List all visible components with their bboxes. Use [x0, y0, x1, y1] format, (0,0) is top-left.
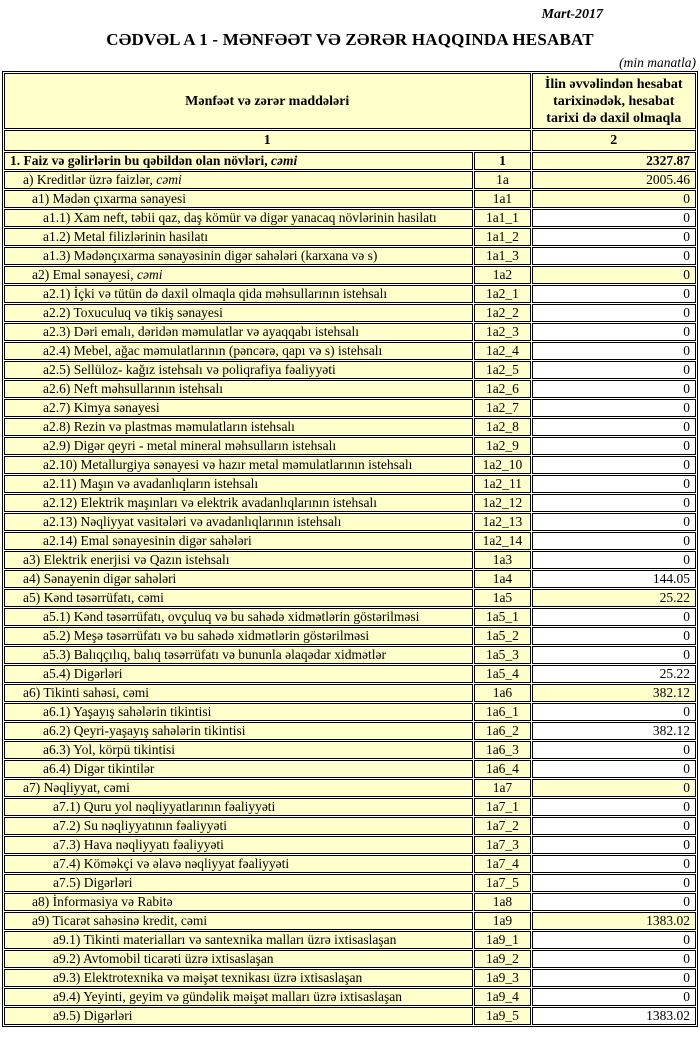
row-label: a6.3) Yol, körpü tikintisi — [4, 741, 473, 759]
table-row — [4, 912, 696, 930]
table-row — [4, 247, 696, 265]
row-code: 1a5 — [474, 589, 530, 607]
row-code: 1a5_4 — [474, 665, 530, 683]
row-code: 1a5_1 — [474, 608, 530, 626]
row-label: a2.14) Emal sənayesinin digər sahələri — [4, 532, 473, 550]
row-label: a6.1) Yaşayış sahələrin tikintisi — [4, 703, 473, 721]
row-value: 0 — [532, 969, 696, 987]
row-value: 0 — [532, 475, 696, 493]
row-value: 0 — [532, 608, 696, 626]
row-value: 0 — [532, 209, 696, 227]
row-value: 0 — [532, 513, 696, 531]
row-label: a9.2) Avtomobil ticarəti üzrə ixtisaslaşan — [4, 950, 473, 968]
row-value: 2327.87 — [532, 152, 696, 170]
row-value: 0 — [532, 247, 696, 265]
table-row — [4, 627, 696, 645]
row-code: 1a2_4 — [474, 342, 530, 360]
page-title: CƏDVƏL A 1 - MƏNFƏƏT VƏ ZƏRƏR HAQQINDA HESABAT — [106, 30, 594, 49]
row-label: a2.4) Mebel, ağac məmulatlarının (pəncərə, qapı və s) istehsalı — [4, 342, 473, 360]
table-row — [4, 722, 696, 740]
table-row — [4, 361, 696, 379]
table-row — [4, 342, 696, 360]
report-period: Mart-2017 — [541, 7, 603, 22]
row-code: 1a7_1 — [474, 798, 530, 816]
table-row — [4, 266, 696, 284]
row-value: 0 — [532, 399, 696, 417]
table-row — [4, 380, 696, 398]
row-label: a5) Kənd təsərrüfatı, cəmi — [4, 589, 473, 607]
table-row — [4, 399, 696, 417]
row-value: 0 — [532, 494, 696, 512]
table-row — [4, 855, 696, 873]
row-code: 1a2_9 — [474, 437, 530, 455]
row-label: a5.4) Digərləri — [4, 665, 473, 683]
profit-loss-table — [2, 71, 698, 1027]
row-code: 1a9 — [474, 912, 530, 930]
table-row — [4, 418, 696, 436]
row-code: 1a2_2 — [474, 304, 530, 322]
row-code: 1a6_2 — [474, 722, 530, 740]
table-header-row — [4, 73, 696, 129]
row-code: 1a2 — [474, 266, 530, 284]
table-row — [4, 437, 696, 455]
table-row — [4, 760, 696, 778]
row-label: a2.3) Dəri emalı, dəridən məmulatlar və ayaqqabı istehsalı — [4, 323, 473, 341]
table-row — [4, 950, 696, 968]
row-value: 0 — [532, 304, 696, 322]
unit-note: (min manatla) — [619, 55, 696, 70]
table-row — [4, 969, 696, 987]
table-row — [4, 190, 696, 208]
row-label: a7.5) Digərləri — [4, 874, 473, 892]
table-row — [4, 304, 696, 322]
row-code: 1a7 — [474, 779, 530, 797]
row-label: a9.1) Tikinti materialları və santexnika malları üzrə ixtisaslaşan — [4, 931, 473, 949]
row-value: 25.22 — [532, 665, 696, 683]
row-label: a5.2) Meşə təsərrüfatı və bu sahədə xidmətlərin göstərilməsi — [4, 627, 473, 645]
value-column-number: 2 — [532, 130, 696, 151]
value-column-header: İlin əvvəlindən hesabat tarixinədək, hesabat tarixi də daxil olmaqla — [532, 73, 696, 129]
row-code: 1a3 — [474, 551, 530, 569]
row-value: 1383.02 — [532, 912, 696, 930]
row-value: 0 — [532, 437, 696, 455]
row-value: 0 — [532, 418, 696, 436]
row-label: a7.4) Köməkçi və əlavə nəqliyyat fəaliyyəti — [4, 855, 473, 873]
row-code: 1a2_1 — [474, 285, 530, 303]
row-code: 1a7_5 — [474, 874, 530, 892]
table-row — [4, 323, 696, 341]
row-code: 1 — [474, 152, 530, 170]
row-label: a2.8) Rezin və plastmas məmulatların istehsalı — [4, 418, 473, 436]
table-row — [4, 988, 696, 1006]
table-row — [4, 570, 696, 588]
table-row — [4, 551, 696, 569]
table-row — [4, 513, 696, 531]
table-row — [4, 589, 696, 607]
row-label: a7) Nəqliyyat, cəmi — [4, 779, 473, 797]
row-code: 1a2_6 — [474, 380, 530, 398]
row-code: 1a2_8 — [474, 418, 530, 436]
row-value: 382.12 — [532, 722, 696, 740]
row-code: 1a1_2 — [474, 228, 530, 246]
row-value: 0 — [532, 266, 696, 284]
table-row — [4, 874, 696, 892]
table-row — [4, 494, 696, 512]
row-code: 1a2_10 — [474, 456, 530, 474]
table-row — [4, 532, 696, 550]
row-code: 1a9_5 — [474, 1007, 530, 1025]
row-label: a6.4) Digər tikintilər — [4, 760, 473, 778]
row-value: 0 — [532, 627, 696, 645]
row-code: 1a6_4 — [474, 760, 530, 778]
row-label: a1.1) Xam neft, təbii qaz, daş kömür və digər yanacaq növlərinin hasilatı — [4, 209, 473, 227]
row-value: 0 — [532, 532, 696, 550]
row-code: 1a2_3 — [474, 323, 530, 341]
row-label: a2.12) Elektrik maşınları və elektrik avadanlıqlarının istehsalı — [4, 494, 473, 512]
row-value: 0 — [532, 646, 696, 664]
table-row — [4, 741, 696, 759]
row-value: 0 — [532, 817, 696, 835]
row-value: 0 — [532, 456, 696, 474]
row-code: 1a9_4 — [474, 988, 530, 1006]
row-value: 0 — [532, 874, 696, 892]
table-row — [4, 608, 696, 626]
row-label: a1) Mədən çıxarma sənayesi — [4, 190, 473, 208]
row-label: a2.10) Metallurgiya sənayesi və hazır metal məmulatlarının istehsalı — [4, 456, 473, 474]
row-label: a1.3) Mədənçıxarma sənayəsinin digər sahələri (karxana və s) — [4, 247, 473, 265]
row-label: a6) Tikinti sahəsi, cəmi — [4, 684, 473, 702]
row-value: 0 — [532, 190, 696, 208]
row-value: 0 — [532, 988, 696, 1006]
row-code: 1a2_11 — [474, 475, 530, 493]
row-value: 0 — [532, 760, 696, 778]
row-label: a7.3) Hava nəqliyyatı fəaliyyəti — [4, 836, 473, 854]
row-label: a9.4) Yeyinti, geyim və gündəlik məişət malları üzrə ixtisaslaşan — [4, 988, 473, 1006]
row-value: 0 — [532, 779, 696, 797]
table-row — [4, 152, 696, 170]
row-label: a2.11) Maşın və avadanlıqların istehsalı — [4, 475, 473, 493]
row-value: 0 — [532, 228, 696, 246]
row-code: 1a2_7 — [474, 399, 530, 417]
row-code: 1a2_14 — [474, 532, 530, 550]
row-value: 0 — [532, 931, 696, 949]
row-code: 1a2_5 — [474, 361, 530, 379]
row-label: a2.5) Sellüloz- kağız istehsalı və poliqrafiya fəaliyyəti — [4, 361, 473, 379]
table-row — [4, 684, 696, 702]
row-code: 1a — [474, 171, 530, 189]
row-value: 0 — [532, 342, 696, 360]
table-row — [4, 779, 696, 797]
row-code: 1a1_3 — [474, 247, 530, 265]
row-code: 1a5_2 — [474, 627, 530, 645]
row-code: 1a9_3 — [474, 969, 530, 987]
row-label: a3) Elektrik enerjisi və Qazın istehsalı — [4, 551, 473, 569]
column-number-row — [4, 130, 696, 151]
row-label: a2.7) Kimya sənayesi — [4, 399, 473, 417]
row-label: a2.9) Digər qeyri - metal mineral məhsulların istehsalı — [4, 437, 473, 455]
row-value: 0 — [532, 551, 696, 569]
row-value: 2005.46 — [532, 171, 696, 189]
row-code: 1a6_1 — [474, 703, 530, 721]
row-label: a) Kreditlər üzrə faizlər, cəmi — [4, 171, 473, 189]
row-value: 0 — [532, 285, 696, 303]
row-label: a1.2) Metal filizlərinin hasilatı — [4, 228, 473, 246]
row-label: a8) İnformasiya və Rabitə — [4, 893, 473, 911]
row-code: 1a2_12 — [474, 494, 530, 512]
row-label: a9) Ticarət sahəsinə kredit, cəmi — [4, 912, 473, 930]
table-row — [4, 456, 696, 474]
row-code: 1a6 — [474, 684, 530, 702]
row-label: a2) Emal sənayesi, cəmi — [4, 266, 473, 284]
row-code: 1a9_2 — [474, 950, 530, 968]
row-value: 0 — [532, 855, 696, 873]
table-row — [4, 646, 696, 664]
row-value: 144.05 — [532, 570, 696, 588]
row-code: 1a7_4 — [474, 855, 530, 873]
row-code: 1a8 — [474, 893, 530, 911]
row-label: a2.2) Toxuculuq və tikiş sənayesi — [4, 304, 473, 322]
row-value: 0 — [532, 703, 696, 721]
row-label: a6.2) Qeyri-yaşayış sahələrin tikintisi — [4, 722, 473, 740]
row-code: 1a4 — [474, 570, 530, 588]
row-value: 0 — [532, 380, 696, 398]
row-label: a5.1) Kənd təsərrüfatı, ovçuluq və bu sahədə xidmətlərin göstərilməsi — [4, 608, 473, 626]
row-value: 382.12 — [532, 684, 696, 702]
table-row — [4, 665, 696, 683]
row-value: 0 — [532, 361, 696, 379]
row-code: 1a5_3 — [474, 646, 530, 664]
row-value: 0 — [532, 950, 696, 968]
row-label: a9.5) Digərləri — [4, 1007, 473, 1025]
row-value: 0 — [532, 836, 696, 854]
table-row — [4, 931, 696, 949]
row-code: 1a7_3 — [474, 836, 530, 854]
table-row — [4, 475, 696, 493]
table-row — [4, 893, 696, 911]
row-code: 1a1_1 — [474, 209, 530, 227]
table-row — [4, 817, 696, 835]
row-label: a2.13) Nəqliyyat vasitələri və avadanlıqlarının istehsalı — [4, 513, 473, 531]
row-value: 0 — [532, 323, 696, 341]
row-label: a2.1) İçki və tütün də daxil olmaqla qida məhsullarının istehsalı — [4, 285, 473, 303]
row-label: 1. Faiz və gəlirlərin bu qəbildən olan növləri, cəmi — [4, 152, 473, 170]
table-row — [4, 171, 696, 189]
row-value: 0 — [532, 798, 696, 816]
row-label: a5.3) Balıqçılıq, balıq təsərrüfatı və bununla əlaqədar xidmətlər — [4, 646, 473, 664]
table-row — [4, 703, 696, 721]
row-code: 1a6_3 — [474, 741, 530, 759]
table-row — [4, 1007, 696, 1025]
row-label: a7.2) Su nəqliyyatının fəaliyyəti — [4, 817, 473, 835]
row-label: a9.3) Elektrotexnika və məişət texnikası üzrə ixtisaslaşan — [4, 969, 473, 987]
table-row — [4, 285, 696, 303]
row-code: 1a1 — [474, 190, 530, 208]
row-code: 1a7_2 — [474, 817, 530, 835]
row-code: 1a9_1 — [474, 931, 530, 949]
row-label: a4) Sənayenin digər sahələri — [4, 570, 473, 588]
row-value: 0 — [532, 741, 696, 759]
row-value: 1383.02 — [532, 1007, 696, 1025]
row-value: 0 — [532, 893, 696, 911]
row-value: 25.22 — [532, 589, 696, 607]
items-column-header: Mənfəət və zərər maddələri — [4, 73, 531, 129]
row-label: a7.1) Quru yol nəqliyyatlarının fəaliyyəti — [4, 798, 473, 816]
row-code: 1a2_13 — [474, 513, 530, 531]
row-label: a2.6) Neft məhsullarının istehsalı — [4, 380, 473, 398]
items-column-number: 1 — [4, 130, 531, 151]
table-row — [4, 228, 696, 246]
table-row — [4, 836, 696, 854]
table-row — [4, 209, 696, 227]
table-row — [4, 798, 696, 816]
